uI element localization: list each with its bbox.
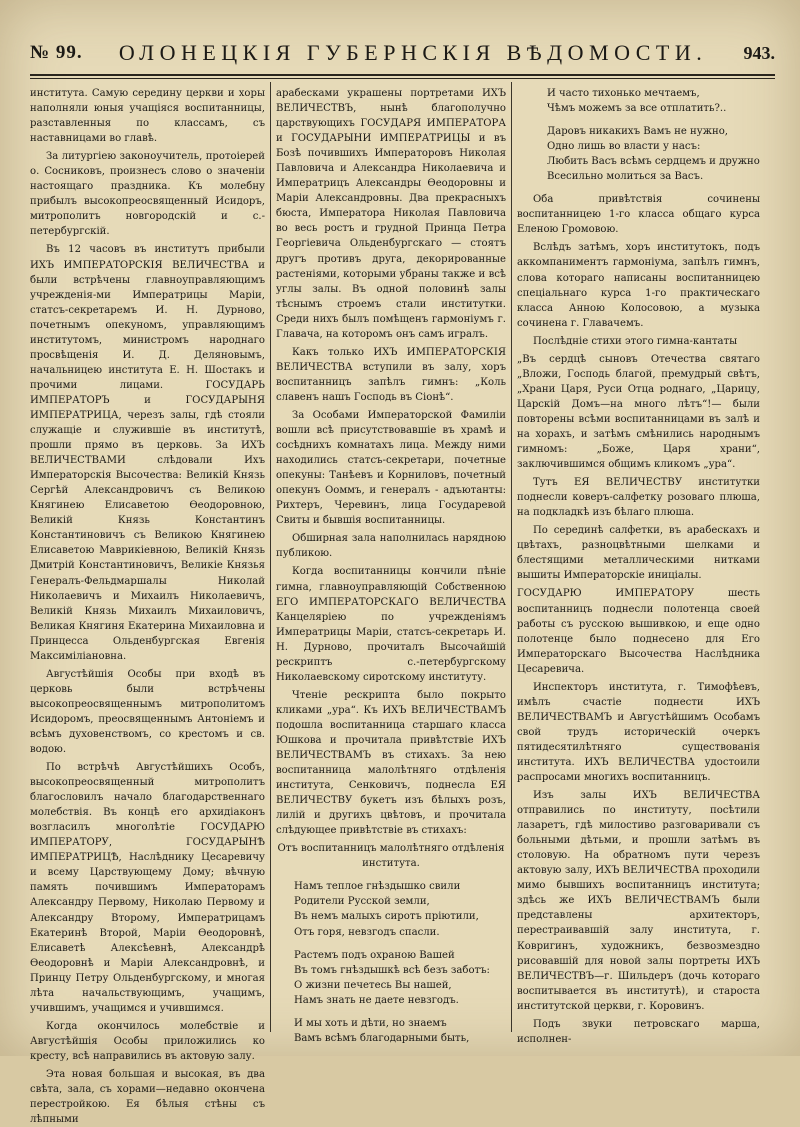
text-column-2 bbox=[276, 86, 506, 1044]
page-number: 943. bbox=[743, 42, 775, 63]
header-rule-thin bbox=[30, 78, 775, 79]
paragraph: Въ 12 часовъ въ институтъ прибыли ИХЪ ИМПЕРАТОРСКІЯ ВЕЛИЧЕСТВА и были встрѣчены главноуправляющимъ учрежденія-ми Императрицы Маріи, статсъ-секретаремъ И. Н. Дурново, почетнымъ опекуномъ, управляющимъ институтомъ, министромъ народнаго просвѣщенія И. Д. Деляновымъ, начальницею института Е. Н. Шостакъ и прочими лицами. ГОСУДАРЬ ИМПЕРАТОРЪ и ГОСУДАРЫНЯ ИМПЕРАТРИЦА, черезъ залы, гдѣ стояли служащіе и служившіе въ институтѣ, прошли прямо въ церковь. За ИХЪ ВЕЛИЧЕСТВАМИ слѣдовали Ихъ Императорскія Высочества: Великій Князь Сергѣй Александровичъ съ Великою Княгинею Елисаветою Ѳеодоровною, Великій Князь Константинъ Константиновичъ съ Великою Княгинею Елисаветою Маврикіевною, Великій Князь Дмитрій Константиновичъ, Великіе Князья Генералъ-Фельдмаршалы Николай Николаевичъ и Михаилъ Николаевичъ, Великій Князь Михаилъ Михаиловичъ, Великая Княгиня Екатерина Михаиловна и Принцесса Ольденбургская Евгенія Максиміліановна. bbox=[30, 244, 265, 662]
column-divider bbox=[511, 82, 512, 1032]
paragraph: Оба привѣтствія сочинены воспитанницею 1-го класса общаго курса Еленою Громовою. bbox=[517, 194, 760, 236]
verse-line: Всесильно молиться за Васъ. bbox=[547, 171, 704, 183]
paragraph: института. Самую середину церкви и хоры наполняли юныя учащіяся воспитанницы, разставленныя по классамъ, съ наставницами во главѣ. bbox=[30, 88, 265, 145]
verse-line: И мы хоть и дѣти, но знаемъ bbox=[294, 1017, 447, 1029]
paragraph: арабесками украшены портретами ИХЪ ВЕЛИЧЕСТВЪ, нынѣ благополучно царствующихъ ГОСУДАРЯ ИМПЕРАТОРА и ГОСУДАРЫНИ ИМПЕРАТРИЦЫ и въ Бозѣ почившихъ Императоровъ Николая Павловича и Александра Николаевича и Императрицъ Александры Ѳеодоровны и Маріи Александровны. Два прекрасныхъ бюста, Императора Николая Павловича во весь ростъ и грудной Принца Петра Георгіевича Ольденбургскаго — стоятъ другъ противъ друга, декорированные растеніями, которыми убраны также и всѣ углы залы. Въ одной половинѣ залы тѣснымъ строемъ стали институтки. Среди нихъ былъ помѣщенъ гармоніумъ г. Главача, на которомъ онъ самъ игралъ. bbox=[276, 88, 506, 340]
verse-line: Одно лишь во власти у насъ: bbox=[547, 141, 701, 153]
paragraph: Когда воспитанницы кончили пѣніе гимна, главноуправляющій Собственною ЕГО ИМПЕРАТОРСКАГО ВЕЛИЧЕСТВА Канцеляріею по учрежденіямъ Императрицы Маріи, статсъ-секретарь И. Н. Дурново, прочиталъ Высочайшій рескриптъ с.-петербургскому Николаевскому сиротскому институту. bbox=[276, 566, 506, 683]
column-divider bbox=[270, 82, 271, 1032]
paragraph: Вслѣдъ затѣмъ, хоръ институтокъ, подъ аккомпаниментъ гармоніума, запѣлъ гимнъ, слова котораго написаны воспитанницею спеціальнаго курса 1-го практическаго класса Анною Колосовою, а музыка сочинена г. Главачемъ. bbox=[517, 242, 760, 329]
paragraph: За литургіею законоучитель, протоіерей о. Сосниковъ, произнесъ слово о значеніи настоящаго праздника. Къ молебну прибылъ высокопреосвященный Исидоръ, митрополитъ новгородскій и с.-петербургскій. bbox=[30, 151, 265, 238]
paragraph: По встрѣчѣ Августѣйшихъ Особъ, высокопреосвященный митрополитъ благословилъ начало благодарственнаго молебствія. Въ концѣ его архидіаконъ возгласилъ многолѣтіе ГОСУДАРЮ ИМПЕРАТОРУ, ГОСУДАРЫНѢ ИМПЕРАТРИЦѢ, Наслѣднику Цесаревичу и всему Царствующему Дому; вѣчную память почившимъ Императорамъ Александру Первому, Николаю Первому и Александру Второму, Императрицамъ Екатеринѣ Второй, Маріи Ѳеодоровнѣ, Елисаветѣ Алексѣевнѣ, Александрѣ Ѳеодоровнѣ и Маріи Александровнѣ, и Принцу Петру Ольденбургскому, и многая лѣта начальствующимъ, учащимъ, учившимъ, учащимся и учившимся. bbox=[30, 762, 265, 1014]
paragraph: Августѣйшія Особы при входѣ въ церковь были встрѣчены высокопреосвященнымъ митрополитомъ Исидоромъ, преосвященнымъ Антоніемъ и всѣмъ духовенствомъ, со крестомъ и св. водою. bbox=[30, 668, 265, 756]
verse-line: Въ немъ малыхъ сиротъ пріютили, bbox=[294, 911, 479, 923]
verse-line: О жизни печетесь Вы нашей, bbox=[294, 979, 452, 991]
paragraph: ГОСУДАРЮ ИМПЕРАТОРУ шесть воспитанницъ поднесли полотенца своей работы съ русскою вышивкою, и еще одно полотенце было поднесено для Его Императорскаго Высочества Наслѣдника Цесаревича. bbox=[517, 588, 760, 675]
paragraph: Какъ только ИХЪ ИМПЕРАТОРСКІЯ ВЕЛИЧЕСТВА вступили въ залу, хоръ воспитанницъ запѣлъ гимнъ: „Коль славенъ нашъ Господь въ Сіонѣ“. bbox=[276, 346, 506, 403]
paragraph: Тутъ ЕЯ ВЕЛИЧЕСТВУ институтки поднесли коверъ-салфетку розоваго плюша, на подкладкѣ изъ бѣлаго плюша. bbox=[517, 477, 760, 519]
verse-line: Вамъ всѣмъ благодарными быть, bbox=[294, 1032, 470, 1044]
paragraph: За Особами Императорской Фамиліи вошли всѣ присутствовавшіе въ храмѣ и сосѣднихъ комнатахъ лица. Между ними находились статсъ-секретари, почетные опекуны: Танѣевъ и Корниловъ, почетный опекунъ Ооммъ, и генералъ - адъютанты: Рихтеръ, Черевинъ, лица Государевой Свиты и бывшія воспитанницы. bbox=[276, 409, 506, 527]
paragraph: Обширная зала наполнилась нарядною публикою. bbox=[276, 533, 506, 560]
page-header bbox=[30, 36, 775, 70]
verse-line: Намъ теплое гнѣздышко свили bbox=[294, 881, 461, 893]
header-rule-thick bbox=[30, 74, 775, 76]
paragraph: Изъ залы ИХЪ ВЕЛИЧЕСТВА отправились по институту, посѣтили лазаретъ, гдѣ милостиво разговаривали съ больными дѣтьми, и прошли затѣмъ въ столовую. На обратномъ пути черезъ актовую залу, ИХЪ ВЕЛИЧЕСТВА проходили мимо бывшихъ воспитанницъ института; здѣсь же ИХЪ ВЕЛИЧЕСТВАМЪ были представлены архитекторъ, перестраивавшій залу института, г. Ковригинъ, художникъ, безвозмездно рисовавшій для новой залы портреты ИХЪ ВЕЛИЧЕСТВЪ—г. Шильдеръ (дочь котораго воспитывается въ институтѣ), и староста институтской церкви, г. Коровинъ. bbox=[517, 790, 760, 1012]
paragraph: Чтеніе рескрипта было покрыто кликами „ура“. Къ ИХЪ ВЕЛИЧЕСТВАМЪ подошла воспитанница старшаго класса Юшкова и прочитала привѣтствіе ИХЪ ВЕЛИЧЕСТВАМЪ въ стихахъ. За нею воспитанница малолѣтняго отдѣленія института, Сенковичъ, поднесла ЕЯ ВЕЛИЧЕСТВУ букетъ изъ бѣлыхъ розъ, лилій и другихъ цвѣтовъ, и прочитала слѣдующее привѣтствіе въ стихахъ: bbox=[276, 689, 506, 837]
verse-line: Растемъ подъ охраною Вашей bbox=[294, 949, 455, 961]
poem-heading: Отъ воспитанницъ малолѣтняго отдѣленія института. bbox=[277, 843, 505, 870]
paragraph: Когда окончилось молебствіе и Августѣйшія Особы приложились ко кресту, всѣ направились въ актовую залу. bbox=[30, 1020, 265, 1062]
verse-line: Намъ знать не даете невзгодъ. bbox=[294, 994, 459, 1006]
text-column-3 bbox=[517, 86, 760, 1045]
verse-line: Любить Васъ всѣмъ сердцемъ и дружно bbox=[547, 156, 760, 168]
paragraph: Подъ звуки петровскаго марша, исполнен- bbox=[517, 1018, 760, 1045]
verse-line: Чѣмъ можемъ за все отплатить?.. bbox=[547, 103, 727, 115]
issue-number: № 99. bbox=[30, 42, 83, 63]
paragraph: Эта новая большая и высокая, въ два свѣта, зала, съ хорами—недавно окончена перестройкою. Ея бѣлыя стѣны съ лѣпными bbox=[30, 1069, 265, 1126]
verse-line: И часто тихонько мечтаемъ, bbox=[547, 88, 700, 99]
verse-line: Отъ горя, невзгодъ спасли. bbox=[294, 926, 440, 938]
paragraph: „Въ сердцѣ сыновъ Отечества святаго „Вложи, Господь благой, премудрый свѣтъ, „Храни Царя, Руси Отца роднаго, „Царицу, Царскій Домъ—на много лѣтъ“!— были повторены всѣми воспитанницами въ залѣ и на хорахъ, и затѣмъ смѣнились народнымъ гимномъ: „Боже, Царя храни“, заключившимся общимъ кликомъ „ура“. bbox=[517, 353, 760, 471]
newspaper-title: ОЛОНЕЦКІЯ ГУБЕРНСКІЯ ВѢДОМОСТИ. bbox=[118, 40, 708, 65]
paragraph: По серединѣ салфетки, въ арабескахъ и цвѣтахъ, разноцвѣтными шелками и блестящими металлическими нитками вышиты Императорскіе иниціалы. bbox=[517, 525, 760, 582]
verse-line: Въ томъ гнѣздышкѣ всѣ безъ заботъ: bbox=[294, 964, 490, 976]
paragraph: Инспекторъ института, г. Тимофѣевъ, имѣлъ счастіе поднести ИХЪ ВЕЛИЧЕСТВАМЪ и Августѣйшимъ Особамъ свой трудъ историческій очеркъ пятидесятилѣтняго существованія института. ИХЪ ВЕЛИЧЕСТВА удостоили распросами многихъ воспитанницъ. bbox=[517, 681, 760, 784]
text-column-1 bbox=[30, 86, 265, 1126]
verse-line: Родители Русской земли, bbox=[294, 896, 430, 908]
paragraph: Послѣдніе стихи этого гимна-кантаты bbox=[533, 335, 738, 347]
verse-line: Даровъ никакихъ Вамъ не нужно, bbox=[547, 126, 729, 138]
